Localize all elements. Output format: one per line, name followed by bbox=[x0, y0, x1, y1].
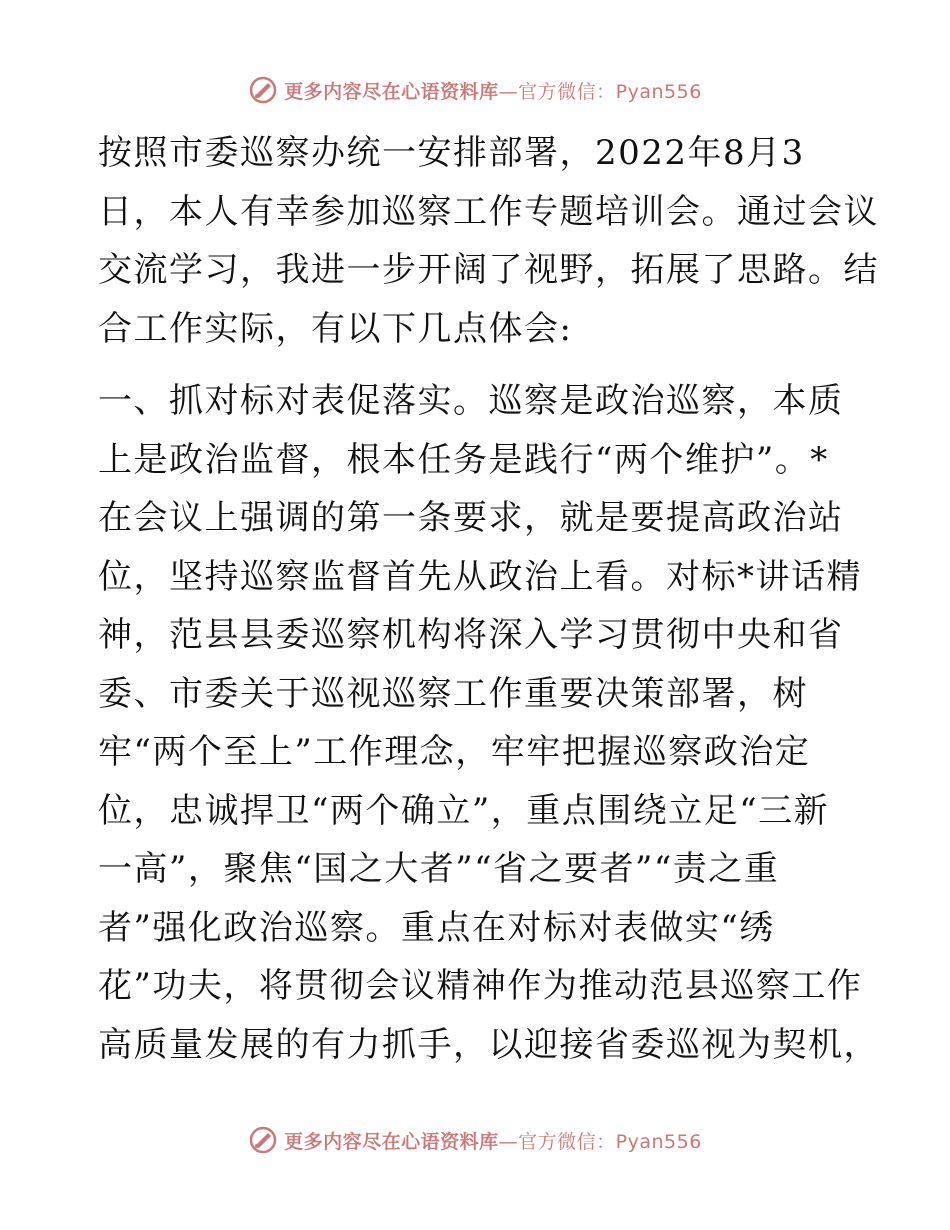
banner-contact: 官方微信：Pyan556 bbox=[518, 1130, 702, 1153]
logo-icon bbox=[248, 1125, 278, 1155]
banner-text bbox=[284, 1127, 702, 1154]
text-line: 者”强化政治巡察。重点在对标对表做实“绣 bbox=[98, 907, 775, 948]
banner-site: 更多内容尽在心语资料库 bbox=[284, 1130, 499, 1153]
text-line: 高质量发展的有力抓手，以迎接省委巡视为契机， bbox=[98, 1024, 879, 1065]
text-line: 神，范县县委巡察机构将深入学习贯彻中央和省 bbox=[98, 615, 844, 655]
text-line: 上是政治监督，根本任务是践行“两个维护”。* bbox=[98, 439, 829, 480]
banner-separator: — bbox=[498, 80, 519, 103]
banner-contact: 官方微信：Pyan556 bbox=[518, 80, 702, 103]
text-line: 一、抓对标对表促落实。巡察是政治巡察，本质 bbox=[98, 381, 844, 421]
text-line: 按照市委巡察办统一安排部署，2022年8月3 bbox=[98, 133, 805, 173]
text-line: 牢“两个至上”工作理念，牢牢把握巡察政治定 bbox=[98, 732, 811, 772]
header-watermark bbox=[0, 70, 950, 110]
text-line: 合工作实际，有以下几点体会: bbox=[98, 308, 573, 349]
logo-icon bbox=[248, 75, 278, 105]
text-line: 交流学习，我进一步开阔了视野，拓展了思路。结 bbox=[98, 250, 879, 290]
paragraph-gap bbox=[98, 358, 858, 372]
text-line: 一高”，聚焦“国之大者”“省之要者”“责之重 bbox=[98, 849, 780, 889]
banner-site: 更多内容尽在心语资料库 bbox=[284, 80, 499, 103]
text-line: 花”功夫，将贯彻会议精神作为推动范县巡察工作 bbox=[98, 966, 863, 1006]
paragraph-section-one bbox=[98, 372, 879, 1074]
banner-text bbox=[284, 77, 702, 104]
text-line: 委、市委关于巡视巡察工作重要决策部署，树 bbox=[98, 673, 808, 714]
text-line: 位，坚持巡察监督首先从政治上看。对标*讲话精 bbox=[98, 556, 862, 597]
document-body bbox=[98, 124, 879, 1074]
text-line: 日，本人有幸参加巡察工作专题培训会。通过会议 bbox=[98, 191, 879, 232]
text-line: 在会议上强调的第一条要求，就是要提高政治站 bbox=[98, 498, 844, 538]
footer-watermark bbox=[0, 1120, 950, 1160]
text-line: 位，忠诚捍卫“两个确立”，重点围绕立足“三新 bbox=[98, 790, 830, 831]
paragraph-intro bbox=[98, 124, 879, 358]
banner-separator: — bbox=[498, 1130, 519, 1153]
